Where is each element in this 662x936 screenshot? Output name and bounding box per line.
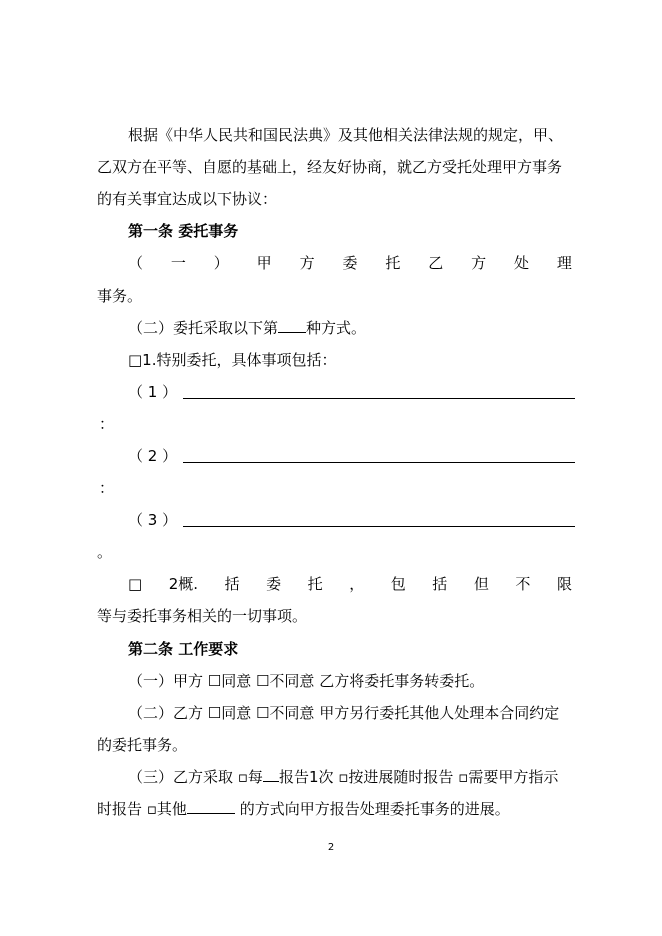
special-item-1-colon: ： xyxy=(99,415,115,433)
special-item-2-colon: ： xyxy=(99,479,115,497)
special-item-2-label: （ 2 ） xyxy=(128,447,178,465)
requirement-2: （二）乙方 ☐同意 ☐不同意 甲方另行委托其他人处理本合同约定 xyxy=(128,704,560,722)
option-general-entrustment-end: 等与委托事务相关的一切事项。 xyxy=(97,607,308,625)
checkbox-icon[interactable]: □ xyxy=(128,575,143,593)
requirement-1: （一）甲方 ☐同意 ☐不同意 乙方将委托事务转委托。 xyxy=(128,672,485,690)
article-1-item-1-end: 事务。 xyxy=(97,287,143,305)
method-number-blank[interactable] xyxy=(278,318,306,333)
article-1-item-2: （二）委托采取以下第 种方式。 xyxy=(128,319,367,337)
preamble-line-2: 乙双方在平等、自愿的基础上，经友好协商，就乙方受托处理甲方事务 xyxy=(97,158,563,176)
option-special-entrustment: □1.特别委托，具体事项包括： xyxy=(128,351,337,369)
special-item-1-label: （ 1 ） xyxy=(128,383,178,401)
requirement-3: （三）乙方采取 ▫每 报告1次 ▫按进展随时报告 ▫需要甲方指示 xyxy=(128,768,559,786)
preamble-line-1: 根据《中华人民共和国民法典》及其他相关法律法规的规定，甲、 xyxy=(128,126,564,144)
special-item-3-line[interactable] xyxy=(183,526,575,527)
requirement-2-end: 的委托事务。 xyxy=(97,736,188,754)
report-frequency-blank[interactable] xyxy=(263,767,279,782)
article-2-heading: 第二条 工作要求 xyxy=(128,640,239,658)
special-item-3-label: （ 3 ） xyxy=(128,511,178,529)
article-1-heading: 第一条 委托事务 xyxy=(128,222,239,240)
special-item-1-line[interactable] xyxy=(183,398,575,399)
special-item-2-line[interactable] xyxy=(183,462,575,463)
page-number: 2 xyxy=(327,842,335,853)
article-1-item-1: （ 一 ） 甲 方 委 托 乙 方 处 理 xyxy=(128,254,572,272)
special-item-3-end: 。 xyxy=(97,543,113,561)
requirement-3-end: 时报告 ▫其他 的方式向甲方报告处理委托事务的进展。 xyxy=(97,800,510,818)
preamble-line-3: 的有关事宜达成以下协议： xyxy=(97,190,278,208)
option-general-entrustment: □ 2概. 括 委 托 ， 包 括 但 不 限 xyxy=(128,575,572,593)
other-method-blank[interactable] xyxy=(187,799,235,814)
